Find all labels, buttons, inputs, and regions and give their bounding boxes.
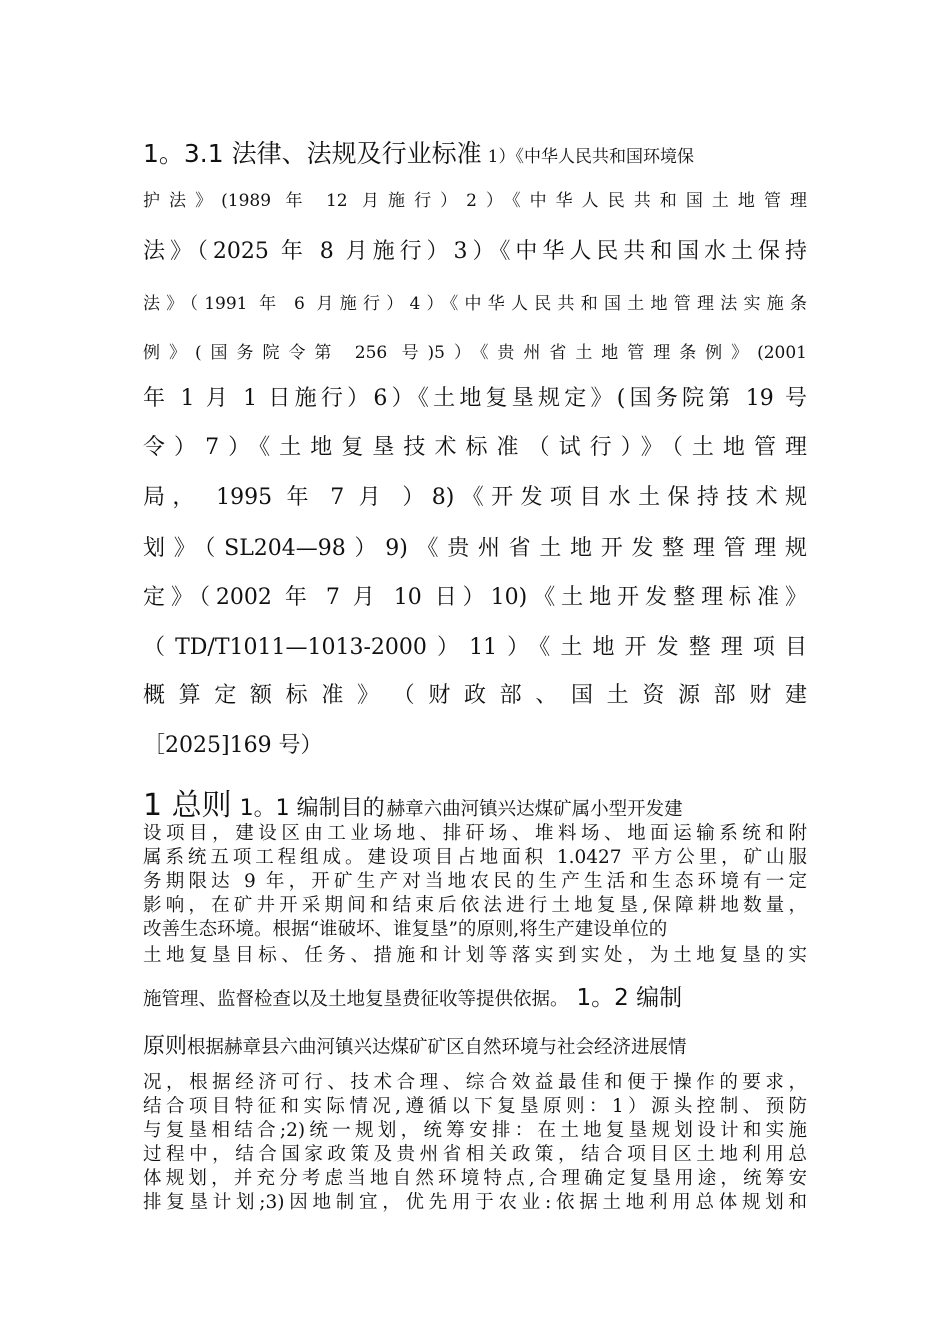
text-line: 排复垦计划;3)因地制宜，优先用于农业:依据土地利用总体规划和 bbox=[143, 1192, 807, 1213]
text-line: 设项目，建设区由工业场地、排矸场、堆料场、地面运输系统和附 bbox=[143, 823, 807, 844]
text-line: 例》(国务院令第 256 号)5）《贵州省土地管理条例》(2001 bbox=[143, 343, 807, 363]
section-heading: 1 总则 bbox=[143, 788, 232, 820]
text-line: 令）7）《土地复垦技术标准（试行）》（土地管理 bbox=[143, 435, 807, 460]
text-line: 年 1 月 1 日施行）6）《土地复垦规定》(国务院第 19 号 bbox=[143, 386, 807, 411]
text-line: 原则根据赫章县六曲河镇兴达煤矿矿区自然环境与社会经济进展情 bbox=[143, 1034, 687, 1059]
text-line: 概 算 定 额 标 准 》 （ 财 政 部 、 国 土 资 源 部 财 建 bbox=[143, 683, 807, 708]
sub-heading: 1。1 编制目的 bbox=[239, 796, 385, 820]
text-line: 体规划，并充分考虑当地自然环境特点,合理确定复垦用途，统筹安 bbox=[143, 1168, 807, 1189]
text-line: 法》（2025 年 8 月施行）3）《中华人民共和国水土保持 bbox=[143, 239, 807, 264]
text-line: 划》（SL204—98）9)《贵州省土地开发整理管理规 bbox=[143, 536, 807, 561]
text-line: ［2025]169 号） bbox=[143, 733, 323, 758]
text-line: 过程中，结合国家政策及贵州省相关政策，结合项目区土地利用总 bbox=[143, 1144, 807, 1165]
text-line: 影响，在矿井开采期间和结束后依法进行土地复垦,保障耕地数量， bbox=[143, 895, 807, 916]
text-line: 务期限达 9 年，开矿生产对当地农民的生产生活和生态环境有一定 bbox=[143, 871, 807, 892]
text-line: （TD/T1011—1013-2000）11）《土地开发整理项目 bbox=[143, 635, 807, 660]
text-line: 属系统五项工程组成。建设项目占地面积 1.0427 平方公里，矿山服 bbox=[143, 847, 807, 868]
text-line: 与复垦相结合;2)统一规划，统筹安排：在土地复垦规划设计和实施 bbox=[143, 1120, 807, 1141]
text-line: 结合项目特征和实际情况,遵循以下复垦原则：1）源头控制、预防 bbox=[143, 1096, 807, 1117]
text-line: 局， 1995 年 7 月 ）8)《开发项目水土保持技术规 bbox=[143, 485, 807, 510]
text-line: 1。3.1 法律、法规及行业标准 1）《中华人民共和国环境保 bbox=[143, 139, 694, 168]
law-section-heading: 1。3.1 法律、法规及行业标准 bbox=[143, 139, 482, 168]
sub-heading: 1。2 编制 bbox=[576, 985, 683, 1011]
text-line: 护法》(1989 年 12 月施行）2）《中华人民共和国土地管理 bbox=[143, 191, 807, 211]
text-line: 法》（1991 年 6 月施行）4）《中华人民共和国土地管理法实施条 bbox=[143, 294, 807, 314]
text-line: 定》（2002 年 7 月 10 日）10)《土地开发整理标准》 bbox=[143, 585, 807, 610]
text-line: 1 总则 1。1 编制目的 赫章六曲河镇兴达煤矿属小型开发建 bbox=[143, 780, 807, 820]
text-line: 况，根据经济可行、技术合理、综合效益最佳和便于操作的要求， bbox=[143, 1072, 807, 1093]
text-line: 施管理、监督检查以及土地复垦费征收等提供依据。 1。2 编制 bbox=[143, 985, 683, 1011]
text-line: 土地复垦目标、任务、措施和计划等落实到实处，为土地复垦的实 bbox=[143, 945, 807, 966]
sub-heading: 原则 bbox=[143, 1034, 188, 1059]
text-line: 改善生态环境。根据“谁破坏、谁复垦”的原则,将生产建设单位的 bbox=[143, 919, 668, 940]
